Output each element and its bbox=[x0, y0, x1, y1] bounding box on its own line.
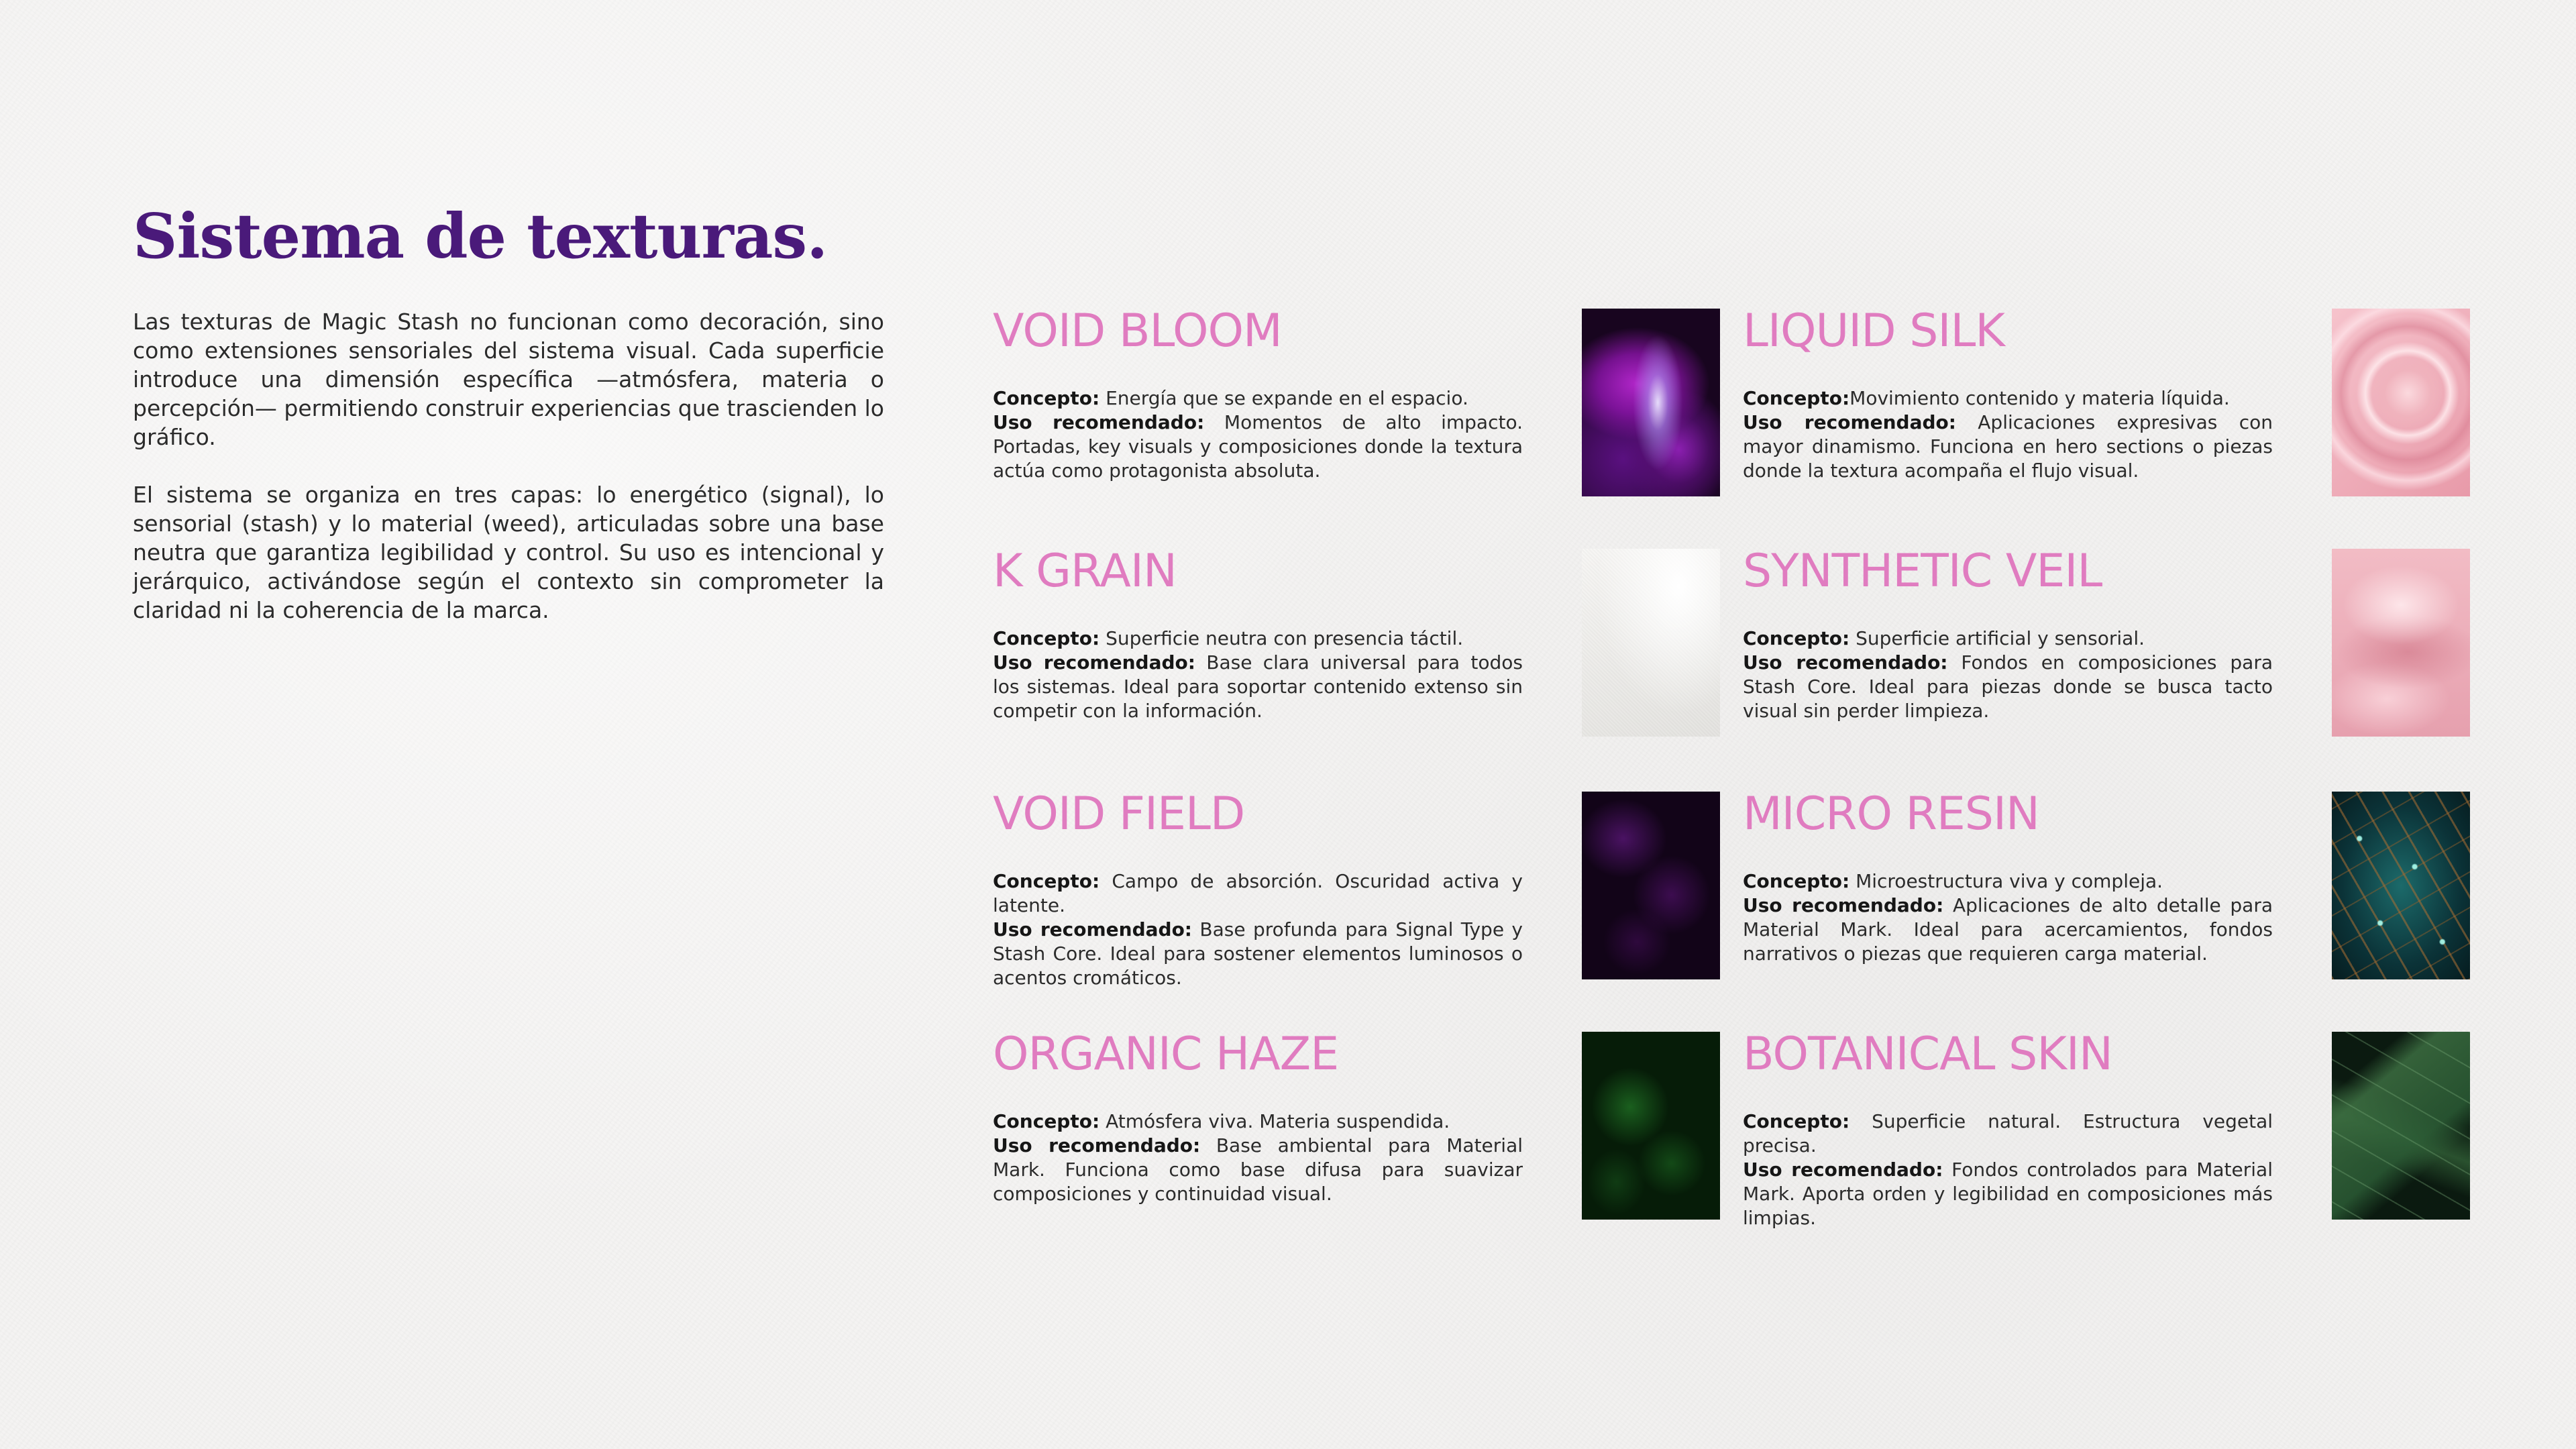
texture-name: K GRAIN bbox=[993, 545, 1177, 598]
uso-label: Uso recomendado: bbox=[993, 651, 1195, 674]
concepto-text: Superficie artificial y sensorial. bbox=[1856, 627, 2145, 649]
intro-paragraph-1: Las texturas de Magic Stash no funcionan como decoración, sino como extensiones sensoriales del sistema visual. Cada superficie introduce una dimensión específica —atmósfera, materia o percepción— permitiendo construir experiencias que trascienden lo gráfico. bbox=[133, 309, 884, 450]
texture-swatch-organic-haze bbox=[1582, 1032, 1720, 1220]
uso-text: Base clara universal para todos los sistemas. Ideal para soportar contenido extenso sin competir con la información. bbox=[993, 651, 1523, 722]
texture-k-grain bbox=[993, 545, 1720, 738]
concepto-label: Concepto: bbox=[993, 1110, 1100, 1132]
uso-text: Base ambiental para Material Mark. Funciona como base difusa para suavizar composiciones y continuidad visual. bbox=[993, 1134, 1523, 1205]
texture-swatch-liquid-silk bbox=[2332, 309, 2470, 496]
texture-description bbox=[1743, 869, 2273, 966]
texture-name: BOTANICAL SKIN bbox=[1743, 1028, 2112, 1081]
uso-label: Uso recomendado: bbox=[993, 1134, 1201, 1157]
uso-label: Uso recomendado: bbox=[993, 918, 1193, 941]
texture-swatch-void-bloom bbox=[1582, 309, 1720, 496]
texture-description bbox=[1743, 1110, 2273, 1230]
concepto-label: Concepto: bbox=[1743, 387, 1850, 409]
texture-liquid-silk bbox=[1743, 305, 2470, 498]
concepto-label: Concepto: bbox=[993, 387, 1100, 409]
intro-paragraph-2: El sistema se organiza en tres capas: lo energético (signal), lo sensorial (stash) y lo material (weed), articuladas sobre una base neutra que garantiza legibilidad y control. Su uso es intencional y jerárquico, activándose según el contexto sin comprometer la claridad ni la coherencia de la marca. bbox=[133, 482, 884, 623]
texture-swatch-k-grain bbox=[1582, 549, 1720, 737]
texture-name: MICRO RESIN bbox=[1743, 788, 2039, 841]
page-title: Sistema de texturas. bbox=[133, 200, 828, 272]
texture-name: LIQUID SILK bbox=[1743, 305, 2004, 358]
concepto-text: Superficie natural. Estructura vegetal precisa. bbox=[1743, 1110, 2273, 1157]
texture-name: VOID BLOOM bbox=[993, 305, 1282, 358]
uso-text: Aplicaciones expresivas con mayor dinamismo. Funciona en hero sections o piezas donde la textura acompaña el flujo visual. bbox=[1743, 411, 2273, 482]
texture-name: VOID FIELD bbox=[993, 788, 1245, 841]
concepto-text: Movimiento contenido y materia líquida. bbox=[1849, 387, 2230, 409]
concepto-text: Microestructura viva y compleja. bbox=[1856, 870, 2163, 892]
uso-label: Uso recomendado: bbox=[993, 411, 1205, 433]
uso-label: Uso recomendado: bbox=[1743, 411, 1956, 433]
texture-name: SYNTHETIC VEIL bbox=[1743, 545, 2102, 598]
texture-swatch-botanical-skin bbox=[2332, 1032, 2470, 1220]
uso-text: Base profunda para Signal Type y Stash Core. Ideal para sostener elementos luminosos o acentos cromáticos. bbox=[993, 918, 1523, 989]
concepto-label: Concepto: bbox=[1743, 1110, 1850, 1132]
concepto-label: Concepto: bbox=[993, 870, 1100, 892]
texture-swatch-synthetic-veil bbox=[2332, 549, 2470, 737]
concepto-text: Superficie neutra con presencia táctil. bbox=[1106, 627, 1464, 649]
concepto-label: Concepto: bbox=[1743, 870, 1850, 892]
texture-description bbox=[993, 1110, 1523, 1206]
intro-text bbox=[133, 307, 884, 653]
uso-text: Fondos en composiciones para Stash Core. Ideal para piezas donde se busca tacto visual sin perder limpieza. bbox=[1743, 651, 2273, 722]
uso-text: Aplicaciones de alto detalle para Material Mark. Ideal para acercamientos, fondos narrativos o piezas que requieren carga material. bbox=[1743, 894, 2273, 965]
texture-void-bloom bbox=[993, 305, 1720, 498]
texture-swatch-void-field bbox=[1582, 792, 1720, 979]
uso-text: Fondos controlados para Material Mark. Aporta orden y legibilidad en composiciones más limpias. bbox=[1743, 1159, 2273, 1229]
texture-micro-resin bbox=[1743, 788, 2470, 981]
uso-label: Uso recomendado: bbox=[1743, 894, 1944, 916]
uso-text: Momentos de alto impacto. Portadas, key visuals y composiciones donde la textura actúa como protagonista absoluta. bbox=[993, 411, 1523, 482]
concepto-text: Campo de absorción. Oscuridad activa y latente. bbox=[993, 870, 1523, 916]
concepto-text: Energía que se expande en el espacio. bbox=[1106, 387, 1468, 409]
texture-organic-haze bbox=[993, 1028, 1720, 1221]
uso-label: Uso recomendado: bbox=[1743, 651, 1948, 674]
texture-description bbox=[993, 386, 1523, 483]
texture-swatch-micro-resin bbox=[2332, 792, 2470, 979]
texture-description bbox=[1743, 386, 2273, 483]
texture-description bbox=[993, 627, 1523, 723]
texture-description bbox=[993, 869, 1523, 990]
texture-name: ORGANIC HAZE bbox=[993, 1028, 1339, 1081]
texture-botanical-skin bbox=[1743, 1028, 2470, 1229]
texture-description bbox=[1743, 627, 2273, 723]
concepto-label: Concepto: bbox=[993, 627, 1100, 649]
texture-void-field bbox=[993, 788, 1720, 989]
texture-synthetic-veil bbox=[1743, 545, 2470, 738]
concepto-label: Concepto: bbox=[1743, 627, 1850, 649]
concepto-text: Atmósfera viva. Materia suspendida. bbox=[1106, 1110, 1450, 1132]
uso-label: Uso recomendado: bbox=[1743, 1159, 1943, 1181]
